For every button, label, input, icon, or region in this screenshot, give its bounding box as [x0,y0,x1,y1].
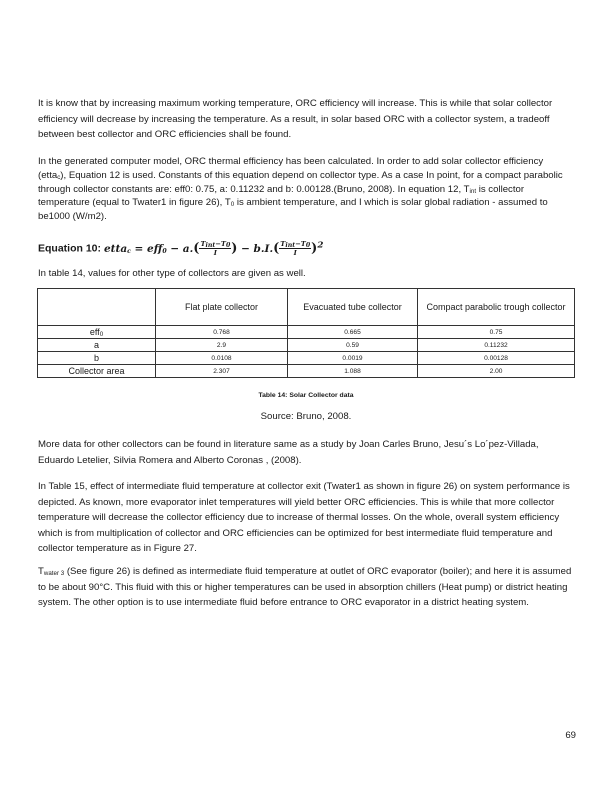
equation-10 [38,232,574,262]
row-label: a [38,339,156,352]
paragraph-table-intro: In table 14, values for other type of collectors are given as well. [38,268,306,279]
fraction-b: $\frac{T_{int}-T_0}{I}$ [280,240,311,257]
equation-formula: etta$_c$ = eff$_0$ − a.( $\frac{T_{int}-T_0}{I}$ ) − b.I.( $\frac{T_{int}-T_0}{I}$ )$^2$ [103,240,324,257]
paragraph-table15: In Table 15, effect of intermediate fluid temperature at collector exit (Twater1 as shown in figure 26) on system performance is depicted. As known, more evaporator inlet temperatures will yield better ORC efficiencies. This is while that more collector temperature will decrease the collector efficiency due to increase of thermal losses. On the whole, overall system efficiency which is from multiplication of collector and ORC efficiencies can be optimized for best intermediate fluid temperature and collector temperature as in Figure 27. [38,481,570,554]
table-row [38,339,575,352]
table-cell: 0.00128 [418,352,575,365]
table-header-cell: Flat plate collector [156,289,288,326]
table-cell: 0.11232 [418,339,575,352]
table-cell: 0.0019 [288,352,418,365]
paragraph-model: In the generated computer model, ORC thermal efficiency has been calculated. In order to add solar collector efficiency (etta$_c$), Equation 12 is used. Constants of this equation depend on collector type. As a case In point, for a compact parabolic through collector constants are: eff0: 0.75, a: 0.11232 and b: 0.00128.(Bruno, 2008). In equation 12, $T_{int}$ is collector temperature (equal to Twater1 in figure 26), $T_0$ is ambient temperature, and I which is solar global radiation - assumed to be1000 (W/m2). [38,156,563,223]
table-header-cell: Compact parabolic trough collector [418,289,575,326]
table-source: Source: Bruno, 2008. [260,411,352,422]
table-row [38,326,575,339]
table-cell: 0.665 [288,326,418,339]
table-header-cell: Evacuated tube collector [288,289,418,326]
table-cell: 0.59 [288,339,418,352]
row-label: eff$_0$ [38,326,156,339]
table-caption: Table 14: Solar Collector data [258,392,354,399]
table-cell: 0.768 [156,326,288,339]
table-cell: 2.9 [156,339,288,352]
table-cell: 2.00 [418,365,575,378]
fraction-a: $\frac{T_{int}-T_0}{I}$ [200,240,231,257]
table-header-cell [38,289,156,326]
row-label: b [38,352,156,365]
table-header-row [38,289,575,326]
page-number: 69 [565,730,576,741]
paragraph-literature: More data for other collectors can be found in literature same as a study by Joan Carles Bruno, Jesu´s Lo´pez-Villada, Eduardo Letelier, Silvia Romera and Alberto Coronas , (2008). [38,439,539,466]
table-cell: 0.75 [418,326,575,339]
table-cell: 2.307 [156,365,288,378]
table-row [38,365,575,378]
paragraph-twater3: $T_{water 3}$ (See figure 26) is defined as intermediate fluid temperature at outlet of ORC evaporator (boiler); and here it is assumed to be about 90°C. This fluid with this or higher temperatures can be used in absorption chillers (Heat pump) or district heating system. The other option is to use intermediate fluid before entrance to ORC evaporator in a district heating system. [38,566,572,608]
paragraph-tradeoff: It is know that by increasing maximum working temperature, ORC efficiency will increase. This is while that solar collector efficiency will decrease by increasing the temperature. As a result, in solar based ORC with a collector system, a tradeoff between best collector and ORC efficiencies shall be found. [38,98,553,140]
row-label: Collector area [38,365,156,378]
table-cell: 1.088 [288,365,418,378]
equation-label: Equation 10: [38,242,102,255]
table-cell: 0.0108 [156,352,288,365]
table-row [38,352,575,365]
solar-collector-table [37,288,575,378]
